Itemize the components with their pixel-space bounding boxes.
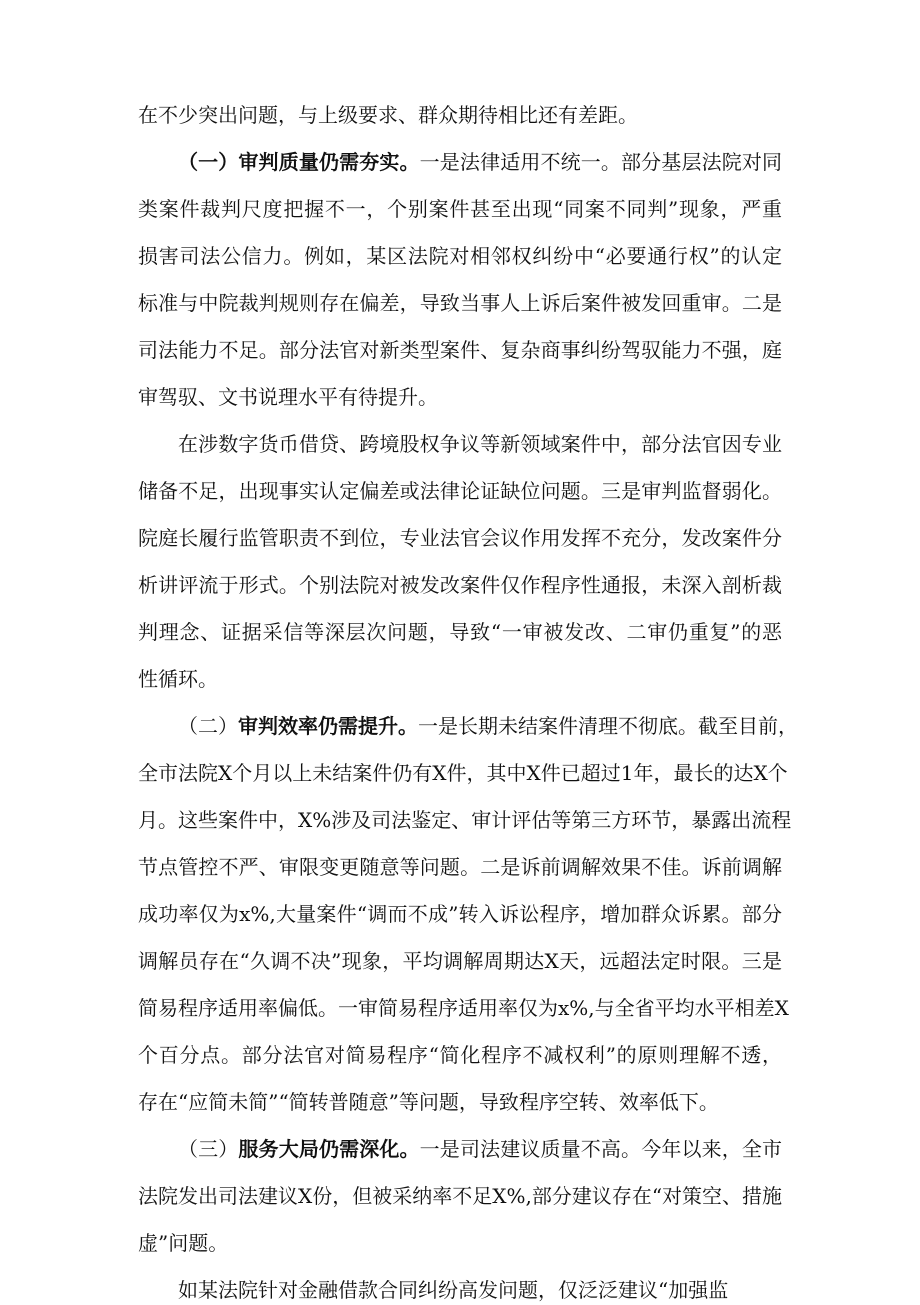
paragraph-2-line-1: 储备不足，出现事实认定偏差或法律论证缺位问题。三是审判监督弱化。 (138, 479, 782, 503)
paragraph-0-line-0: 在不少突出问题，与上级要求、群众期待相比还有差距。 (138, 103, 638, 127)
section-heading-2-prefix: （二） (178, 714, 238, 738)
paragraph-1-line-0 (178, 147, 782, 177)
paragraph-4-line-0-text: 一是司法建议质量不高。今年以来，全市 (419, 1137, 783, 1161)
paragraph-1-line-2: 损害司法公信力。例如，某区法院对相邻权纠纷中“必要通行权”的认定 (138, 244, 782, 268)
paragraph-4-line-2: 虚”问题。 (138, 1231, 229, 1255)
paragraph-5-line-0: 如某法院针对金融借款合同纠纷高发问题，仅泛泛建议“加强监 (178, 1278, 729, 1302)
paragraph-3-line-1: 全市法院X个月以上未结案件仍有X件，其中X件已超过1年，最长的达X个 (138, 761, 788, 785)
paragraph-2-line-0: 在涉数字货币借贷、跨境股权争议等新领域案件中，部分法官因专业 (178, 432, 782, 456)
paragraph-3-line-2: 月。这些案件中，X%涉及司法鉴定、审计评估等第三方环节，暴露出流程 (138, 808, 792, 832)
paragraph-1-line-1: 类案件裁判尺度把握不一，个别案件甚至出现“同案不同判”现象，严重 (138, 197, 782, 221)
paragraph-2-line-5: 性循环。 (138, 667, 218, 691)
paragraph-3-line-4: 成功率仅为x%,大量案件“调而不成”转入诉讼程序，增加群众诉累。部分 (138, 902, 782, 926)
paragraph-3-line-7: 个百分点。部分法官对简易程序“简化程序不减权利”的原则理解不透， (138, 1043, 782, 1067)
paragraph-1-line-0-text: 一是法律适用不统一。部分基层法院对同 (419, 150, 783, 174)
paragraph-3-line-0 (178, 711, 798, 741)
paragraph-4-line-0 (178, 1134, 782, 1164)
paragraph-3-line-3: 节点管控不严、审限变更随意等问题。二是诉前调解效果不佳。诉前调解 (138, 855, 782, 879)
section-heading-2: 审判效率仍需提升。 (238, 714, 418, 738)
paragraph-1-line-4: 司法能力不足。部分法官对新类型案件、复杂商事纠纷驾驭能力不强，庭 (138, 338, 782, 362)
section-heading-3-prefix: （三） (178, 1137, 239, 1161)
paragraph-3-line-5: 调解员存在“久调不决”现象，平均调解周期达X天，远超法定时限。三是 (138, 949, 782, 973)
paragraph-2-line-4: 判理念、证据采信等深层次问题，导致“一审被发改、二审仍重复”的恶 (138, 620, 782, 644)
paragraph-3-line-0-text: 一是长期未结案件清理不彻底。截至目前， (418, 714, 798, 738)
paragraph-4-line-1: 法院发出司法建议X份，但被采纳率不足X%,部分建议存在“对策空、措施 (138, 1184, 783, 1208)
paragraph-1-line-3: 标准与中院裁判规则存在偏差，导致当事人上诉后案件被发回重审。二是 (138, 291, 782, 315)
paragraph-2-line-2: 院庭长履行监管职责不到位，专业法官会议作用发挥不充分，发改案件分 (138, 526, 782, 550)
section-heading-1: （一）审判质量仍需夯实。 (178, 150, 420, 174)
paragraph-3-line-8: 存在“应简未简”“简转普随意”等问题，导致程序空转、效率低下。 (138, 1090, 719, 1114)
paragraph-2-line-3: 析讲评流于形式。个别法院对被发改案件仅作程序性通报，未深入剖析裁 (138, 573, 782, 597)
section-heading-3: 服务大局仍需深化。 (238, 1137, 420, 1161)
paragraph-1-line-5: 审驾驭、文书说理水平有待提升。 (138, 385, 438, 409)
paragraph-3-line-6: 简易程序适用率偏低。一审简易程序适用率仅为x%,与全省平均水平相差X (138, 996, 789, 1020)
